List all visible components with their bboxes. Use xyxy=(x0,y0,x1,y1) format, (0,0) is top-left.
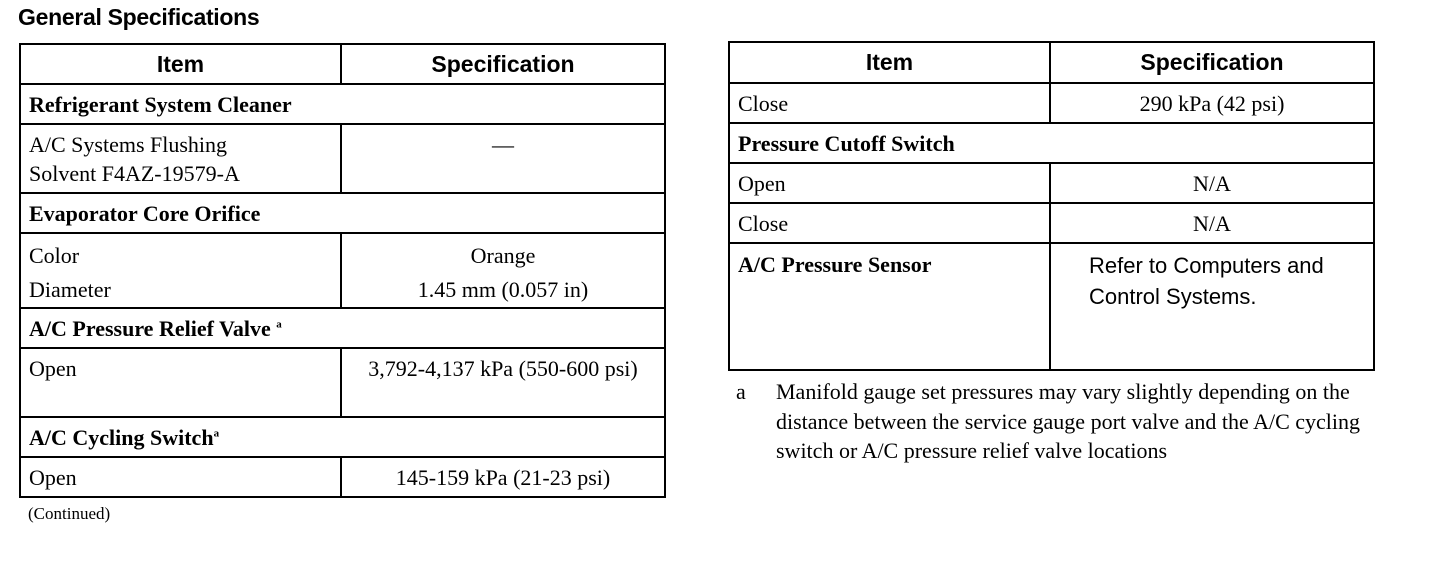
item-cutoff-close: Close xyxy=(729,203,1050,243)
table-row xyxy=(729,83,1374,123)
spec-orifice-properties xyxy=(341,233,665,308)
table-header-row xyxy=(20,44,665,84)
item-cycling-open: Open xyxy=(20,457,341,497)
spec-table-right xyxy=(728,41,1375,371)
section-relief-valve xyxy=(20,308,665,348)
table-row xyxy=(20,457,665,497)
spec-pressure-sensor: Refer to Computers and Control Systems. xyxy=(1050,243,1374,370)
footnote-marker: a xyxy=(736,379,746,404)
table-header-row xyxy=(729,42,1374,83)
section-row-refrigerant-cleaner xyxy=(20,84,665,124)
section-evaporator-orifice: Evaporator Core Orifice xyxy=(20,193,665,233)
spec-cutoff-open: N/A xyxy=(1050,163,1374,203)
spec-table-left xyxy=(19,43,666,498)
section-row-cutoff-switch xyxy=(729,123,1374,163)
table-row xyxy=(729,243,1374,370)
section-cycling-switch-label: A/C Cycling Switch xyxy=(29,424,214,450)
header-item: Item xyxy=(729,42,1050,83)
item-cycling-close: Close xyxy=(729,83,1050,123)
item-orifice-properties xyxy=(20,233,341,308)
header-specification: Specification xyxy=(341,44,665,84)
item-color: Color xyxy=(29,243,80,268)
page-title: General Specifications xyxy=(18,4,260,30)
spec-cycling-open: 145-159 kPa (21-23 psi) xyxy=(341,457,665,497)
item-flushing-solvent-line2: Solvent F4AZ-19579-A xyxy=(29,161,240,186)
item-diameter: Diameter xyxy=(29,277,111,302)
spec-relief-open: 3,792-4,137 kPa (550-600 psi) xyxy=(341,348,665,417)
table-row xyxy=(20,348,665,417)
section-relief-valve-label: A/C Pressure Relief Valve xyxy=(29,315,271,341)
spec-color: Orange xyxy=(470,243,536,268)
section-cycling-switch xyxy=(20,417,665,457)
section-row-relief-valve xyxy=(20,308,665,348)
footnote-marker: a xyxy=(276,318,282,331)
header-item: Item xyxy=(20,44,341,84)
table-row xyxy=(729,163,1374,203)
table-row xyxy=(20,124,665,193)
item-pressure-sensor: A/C Pressure Sensor xyxy=(729,243,1050,370)
header-specification: Specification xyxy=(1050,42,1374,83)
section-refrigerant-cleaner: Refrigerant System Cleaner xyxy=(20,84,665,124)
continued-label: (Continued) xyxy=(28,504,111,523)
section-row-evaporator-orifice xyxy=(20,193,665,233)
spec-diameter: 1.45 mm (0.057 in) xyxy=(417,277,589,302)
footnote-marker: a xyxy=(213,427,220,440)
item-flushing-solvent-line1: A/C Systems Flushing xyxy=(29,132,228,157)
section-cutoff-switch: Pressure Cutoff Switch xyxy=(729,123,1374,163)
section-row-cycling-switch xyxy=(20,417,665,457)
table-row xyxy=(20,233,665,308)
spec-flushing-solvent: — xyxy=(341,124,665,193)
footnote-text: Manifold gauge set pressures may vary slightly depending on the distance between the service gauge port valve and the A/C cycling switch or A/C pressure relief valve locations xyxy=(776,379,1361,463)
item-flushing-solvent xyxy=(20,124,341,193)
spec-cutoff-close: N/A xyxy=(1050,203,1374,243)
table-row xyxy=(729,203,1374,243)
spec-cycling-close: 290 kPa (42 psi) xyxy=(1050,83,1374,123)
item-relief-open: Open xyxy=(20,348,341,417)
item-cutoff-open: Open xyxy=(729,163,1050,203)
